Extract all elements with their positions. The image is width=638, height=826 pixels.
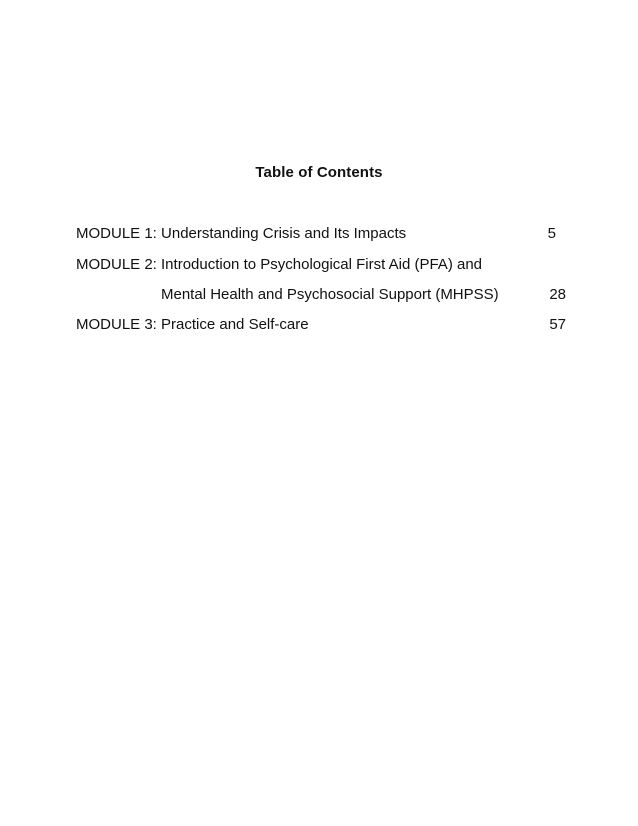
- toc-entry-text: MODULE 2: Introduction to Psychological First Aid (PFA) and: [76, 256, 483, 273]
- toc-entry-text: MODULE 1: Understanding Crisis and Its Impacts: [76, 225, 407, 242]
- toc-entry-text: MODULE 3: Practice and Self-care: [76, 316, 309, 333]
- toc-entry-text: Mental Health and Psychosocial Support (MHPSS): [161, 286, 499, 303]
- toc-title: Table of Contents: [255, 164, 383, 181]
- toc-entry-module-2-continued: [76, 284, 566, 306]
- toc-entry-module-2: [76, 254, 566, 276]
- toc-page-number: 28: [549, 286, 566, 303]
- toc-entry-module-3: [76, 314, 566, 336]
- toc-entry-module-1: [76, 223, 566, 245]
- toc-page-number: 57: [549, 316, 566, 333]
- toc-page-number: 5: [547, 225, 556, 242]
